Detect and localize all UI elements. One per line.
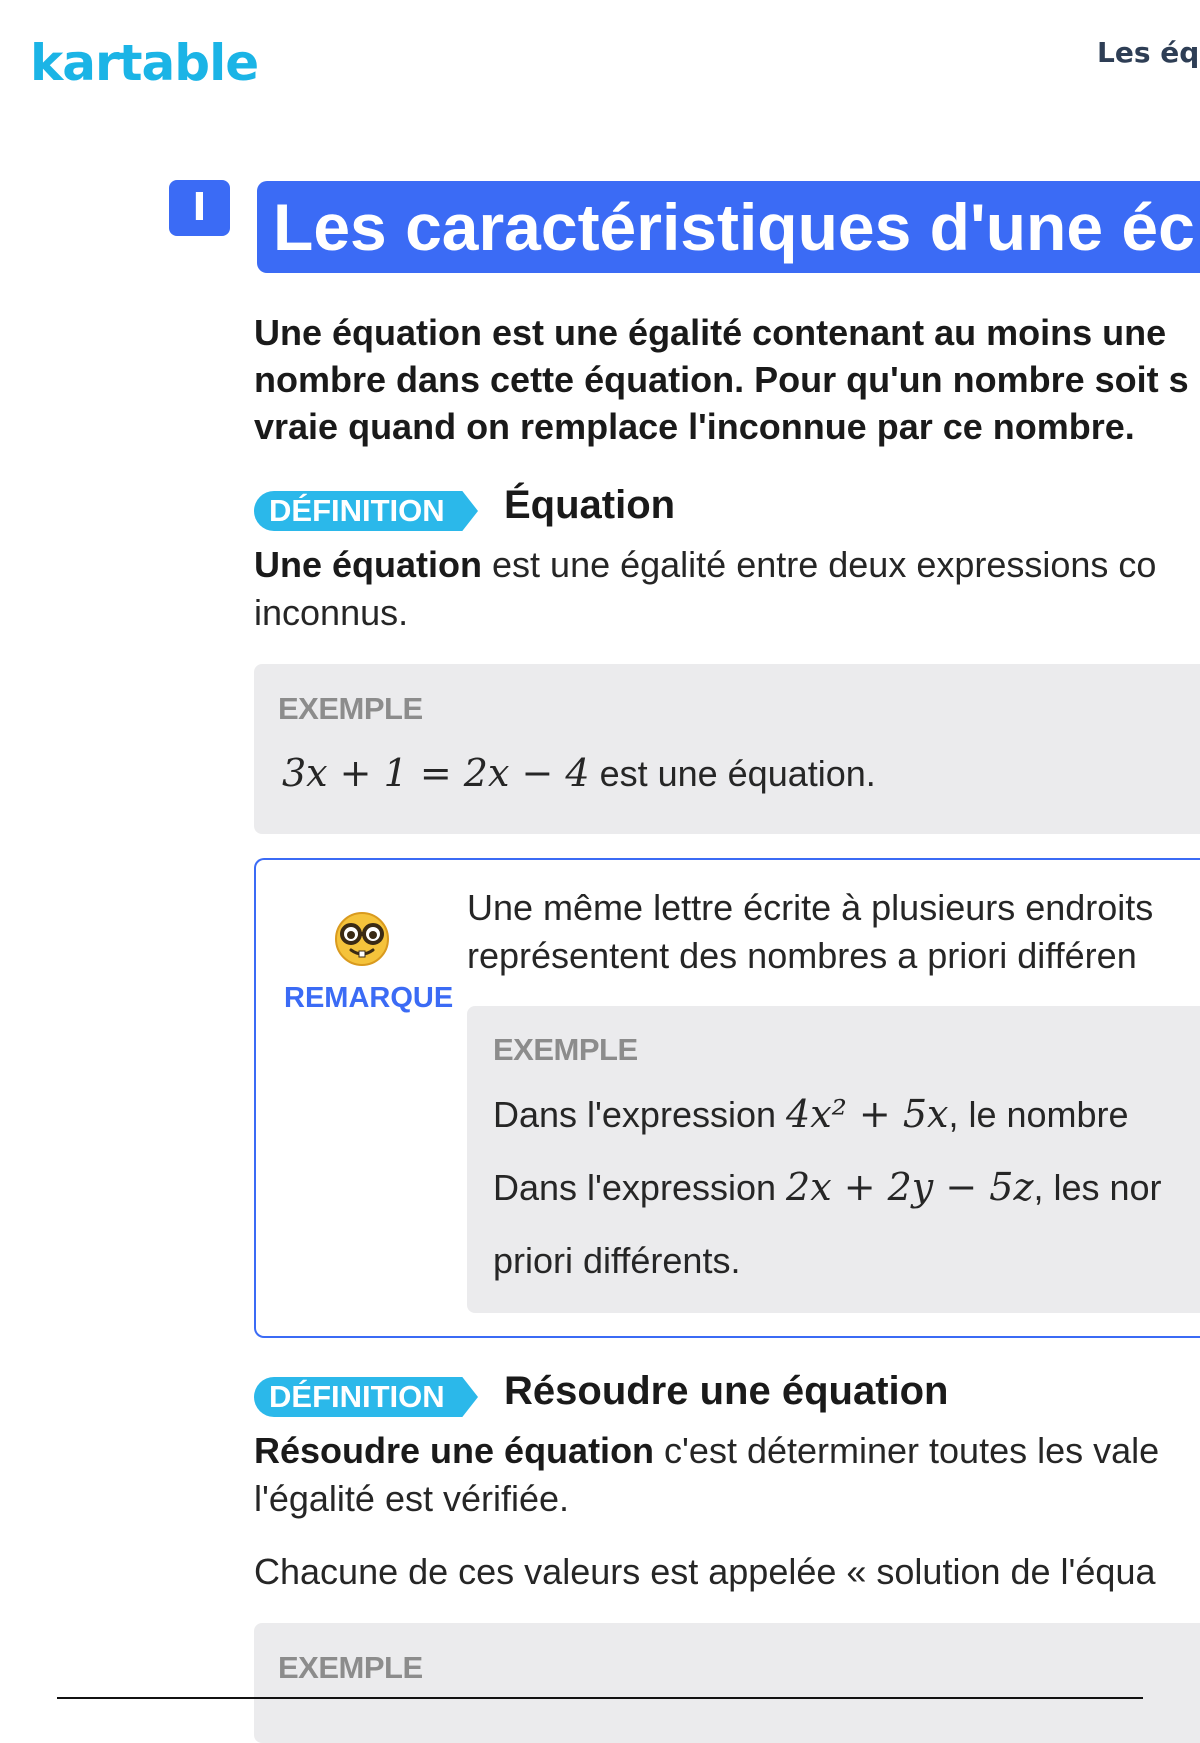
- nerd-face-icon: [334, 910, 390, 966]
- example-text: Dans l'expression: [493, 1167, 787, 1208]
- definition-tag-label: DÉFINITION: [269, 1379, 445, 1414]
- expression-formula: 4x² + 5x: [786, 1092, 949, 1136]
- definition-text: [254, 1427, 1159, 1475]
- definition-text: [254, 541, 1156, 589]
- expression-formula: 2x + 2y − 5z: [786, 1165, 1034, 1209]
- definition-tag-label: DÉFINITION: [269, 493, 445, 528]
- definition-title: Résoudre une équation: [504, 1369, 949, 1413]
- section-number-badge: I: [169, 180, 230, 236]
- example-text: , le nombre: [948, 1094, 1129, 1135]
- remark-label: REMARQUE: [284, 982, 454, 1014]
- example-content: [282, 749, 876, 798]
- example-text: est une équation.: [589, 753, 876, 794]
- definition-text-line: est une égalité entre deux expressions co: [482, 544, 1157, 585]
- definition-title: Équation: [504, 483, 676, 527]
- section-title: Les caractéristiques d'une éc: [257, 181, 1200, 273]
- divider: [57, 1697, 1143, 1699]
- definition-term: Une équation: [254, 544, 483, 585]
- definition-text-line: Chacune de ces valeurs est appelée « solution de l'équa: [254, 1551, 1156, 1592]
- example-line: [493, 1090, 1129, 1139]
- intro-line: nombre dans cette équation. Pour qu'un nombre soit s: [254, 359, 1189, 400]
- example-label: EXEMPLE: [278, 1650, 423, 1685]
- example-text: Dans l'expression: [493, 1094, 787, 1135]
- equation-formula: 3x + 1 = 2x − 4: [282, 751, 590, 795]
- definition-text-line: l'égalité est vérifiée.: [254, 1478, 570, 1519]
- example-text: , les nor: [1033, 1167, 1162, 1208]
- intro-line: Une équation est une égalité contenant au moins une: [254, 312, 1167, 353]
- example-line: [493, 1163, 1162, 1212]
- kartable-logo[interactable]: kartable: [30, 34, 259, 92]
- example-label: EXEMPLE: [493, 1032, 638, 1067]
- header-lesson-title[interactable]: Les éq: [1097, 36, 1200, 69]
- example-label: EXEMPLE: [278, 691, 423, 726]
- remark-text-line: représentent des nombres a priori différen: [467, 935, 1137, 976]
- example-line: priori différents.: [493, 1240, 741, 1281]
- section-intro: [254, 309, 1200, 450]
- definition-tag: [254, 1377, 478, 1417]
- definition-text-line: inconnus.: [254, 592, 409, 633]
- remark-text-line: Une même lettre écrite à plusieurs endroits: [467, 887, 1154, 928]
- definition-term: Résoudre une équation: [254, 1430, 655, 1471]
- definition-text-line: c'est déterminer toutes les vale: [654, 1430, 1160, 1471]
- definition-tag: [254, 491, 478, 531]
- intro-line: vraie quand on remplace l'inconnue par ce nombre.: [254, 406, 1135, 447]
